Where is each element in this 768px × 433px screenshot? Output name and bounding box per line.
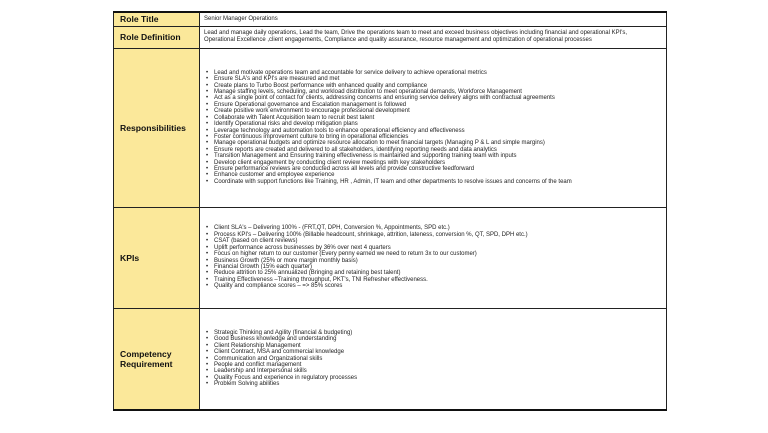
list-item: • Manage staffing levels, scheduling, and workload distribution to meet operational demands, Workforce Management bbox=[214, 89, 662, 95]
role-definition-label: Role Definition bbox=[114, 26, 200, 48]
row-kpis bbox=[114, 207, 667, 308]
list-item: • Leadership and Interpersonal skills bbox=[214, 368, 662, 374]
list-item: • Ensure SLA's and KPI's are measured and met bbox=[214, 76, 662, 82]
row-responsibilities bbox=[114, 48, 667, 207]
list-item: • Communication and Organizational skills bbox=[214, 356, 662, 362]
list-item: • Collaborate with Talent Acquisition team to recruit best talent bbox=[214, 115, 662, 121]
responsibilities-list bbox=[204, 70, 662, 185]
competency-label-line: Competency bbox=[120, 348, 172, 359]
list-item: • Financial Growth (15% each quarter) bbox=[214, 264, 662, 270]
list-item: • Create plans to Turbo Boost performance with enhanced quality and compliance bbox=[214, 83, 662, 89]
list-item: • Lead and motivate operations team and accountable for service delivery to achieve operational metrics bbox=[214, 70, 662, 76]
role-description-table bbox=[113, 11, 667, 411]
role-definition-line: Lead and manage daily operations, Lead the team, Drive the operations team to meet and exceed business objectives including financial and operational KPI's, bbox=[204, 30, 628, 36]
list-item: • Transition Management and Ensuring training effectiveness is maintained and supporting training team with inputs bbox=[214, 153, 662, 159]
row-role-title bbox=[114, 12, 667, 26]
list-item: • Ensure Operational governance and Escalation management is followed bbox=[214, 102, 662, 108]
kpis-list bbox=[204, 225, 662, 289]
list-item: • Client SLA's – Delivering 100% - (FRT,QT, DPH, Conversion %, Appointments, SPD etc.) bbox=[214, 225, 662, 231]
competency-label-line: Requirement bbox=[120, 358, 173, 369]
list-item: • Manage operational budgets and optimize resource allocation to meet financial targets (Managing P & L and simple margins) bbox=[214, 140, 662, 146]
list-item: • Ensure performance reviews are conducted across all levels and provide constructive feedforward bbox=[214, 166, 662, 172]
role-definition-value bbox=[200, 26, 667, 48]
competency-list bbox=[204, 330, 662, 388]
list-item: • Problem Solving abilities bbox=[214, 381, 662, 387]
list-item: • Quality Focus and experience in regulatory processes bbox=[214, 375, 662, 381]
competency-list-cell bbox=[200, 308, 667, 410]
list-item: • Business Growth (25% or more margin monthly basis) bbox=[214, 258, 662, 264]
list-item: • Reduce attrition to 25% annualized (Bringing and retaining best talent) bbox=[214, 270, 662, 276]
row-role-definition bbox=[114, 26, 667, 48]
list-item: • Client Contract, MSA and commercial knowledge bbox=[214, 349, 662, 355]
responsibilities-list-cell bbox=[200, 48, 667, 207]
list-item: • Focus on higher return to our customer (Every penny earned we need to return 3x to our customer) bbox=[214, 251, 662, 257]
list-item: • Ensure reports are created and delivered to all stakeholders, identifying reporting needs and data analytics bbox=[214, 147, 662, 153]
list-item: • Foster continuous improvement culture to bring in operational efficiencies bbox=[214, 134, 662, 140]
list-item: • Develop client engagement by conducting client review meetings with key stakeholders bbox=[214, 160, 662, 166]
list-item: • Training Effectiveness –Training throughput, PKT's, TNI Refresher effectiveness. bbox=[214, 277, 662, 283]
list-item: • Leverage technology and automation tools to enhance operational efficiency and effectiveness bbox=[214, 128, 662, 134]
kpis-list-cell bbox=[200, 207, 667, 308]
list-item: • Strategic Thinking and Agility (financial & budgeting) bbox=[214, 330, 662, 336]
role-title-label: Role Title bbox=[114, 12, 200, 26]
list-item: • Coordinate with support functions like Training, HR , Admin, IT team and other departments to resolve issues and concerns of the team bbox=[214, 179, 662, 185]
kpis-label: KPIs bbox=[114, 207, 200, 308]
list-item: • Good Business knowledge and understanding bbox=[214, 336, 662, 342]
list-item: • Identify Operational risks and develop mitigation plans bbox=[214, 121, 662, 127]
list-item: • Client Relationship Management bbox=[214, 343, 662, 349]
role-title-value: Senior Manager Operations bbox=[200, 12, 667, 26]
list-item: • Create positive work environment to encourage professional development bbox=[214, 108, 662, 114]
row-competency bbox=[114, 308, 667, 410]
role-definition-line: Operational Excellence ,client engagements, Compliance and quality assurance, resource management and optimization of operational processes bbox=[204, 37, 592, 43]
competency-label bbox=[114, 308, 200, 410]
list-item: • Enhance customer and employee experience bbox=[214, 172, 662, 178]
responsibilities-label: Responsibilities bbox=[114, 48, 200, 207]
list-item: • CSAT (based on client reviews) bbox=[214, 238, 662, 244]
list-item: • Uplift performance across businesses by 36% over next 4 quarters bbox=[214, 245, 662, 251]
list-item: • People and conflict management bbox=[214, 362, 662, 368]
list-item: • Quality and compliance scores – => 85% scores bbox=[214, 283, 662, 289]
list-item: • Act as a single point of contact for clients, addressing concerns and ensuring service delivery aligns with contractual agreements bbox=[214, 95, 662, 101]
list-item: • Process KPI's – Delivering 100% (Billable headcount, shrinkage, attrition, lateness, conversion %, QT, SPD, DPH etc.) bbox=[214, 232, 662, 238]
